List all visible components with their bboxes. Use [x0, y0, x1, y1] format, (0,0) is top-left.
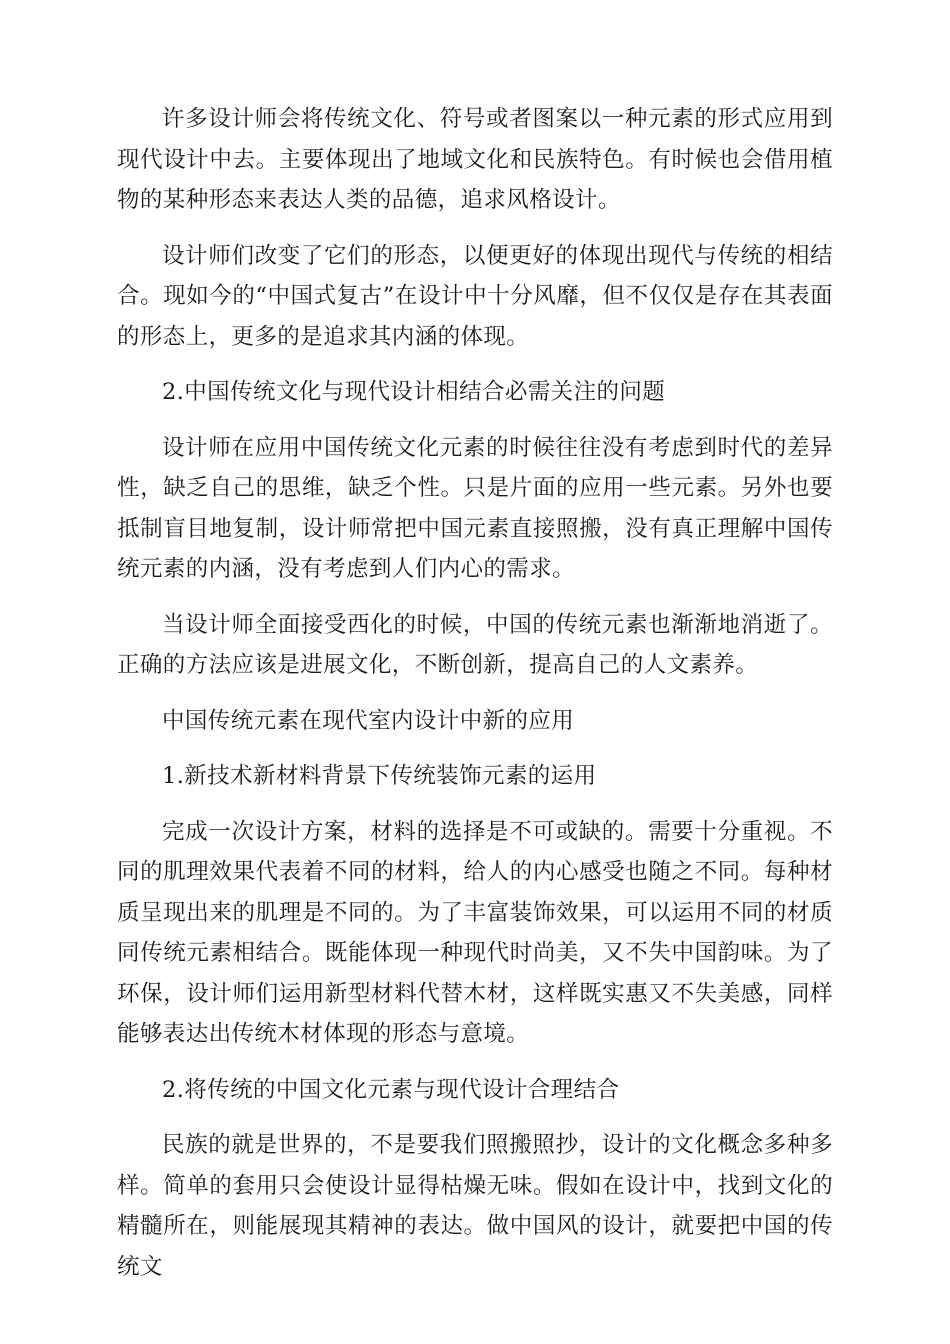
subsection-heading-new-materials: 1.新技术新材料背景下传统装饰元素的运用 [162, 763, 597, 789]
paragraph-westernization: 当设计师全面接受西化的时候，中国的传统元素也渐渐地消逝了。正确的方法应该是进展文化，不断创新，提高自己的人文素养。 [117, 611, 833, 678]
paragraph-designer-problems: 设计师在应用中国传统文化元素的时候往往没有考虑到时代的差异性，缺乏自己的思维，缺乏个性。只是片面的应用一些元素。另外也要抵制盲目地复制，设计师常把中国元素直接照搬，没有真正理解中国传统元素的内涵，没有考虑到人们内心的需求。 [117, 434, 833, 582]
document-body [117, 99, 833, 1287]
paragraph-material-selection: 完成一次设计方案，材料的选择是不可或缺的。需要十分重视。不同的肌理效果代表着不同的材料，给人的内心感受也随之不同。每种材质呈现出来的肌理是不同的。为了丰富装饰效果，可以运用不同的材质同传统元素相结合。既能体现一种现代时尚美，又不失中国韵味。为了环保，设计师们运用新型材料代替木材，这样既实惠又不失美感，同样能够表达出传统木材体现的形态与意境。 [117, 818, 833, 1047]
paragraph-form-change: 设计师们改变了它们的形态，以便更好的体现出现代与传统的相结合。现如今的“中国式复古”在设计中十分风靡，但不仅仅是存在其表面的形态上，更多的是追求其内涵的体现。 [117, 242, 833, 350]
section-heading-issues: 2.中国传统文化与现代设计相结合必需关注的问题 [162, 379, 666, 405]
paragraph-national-world: 民族的就是世界的，不是要我们照搬照抄，设计的文化概念多种多样。简单的套用只会使设计显得枯燥无味。假如在设计中，找到文化的精髓所在，则能展现其精神的表达。做中国风的设计，就要把中国的传统文 [117, 1132, 833, 1280]
paragraph-traditional-elements: 许多设计师会将传统文化、符号或者图案以一种元素的形式应用到现代设计中去。主要体现出了地域文化和民族特色。有时候也会借用植物的某种形态来表达人类的品德，追求风格设计。 [117, 106, 833, 213]
subsection-heading-combination: 2.将传统的中国文化元素与现代设计合理结合 [162, 1076, 620, 1103]
section-heading-new-applications: 中国传统元素在现代室内设计中新的应用 [162, 707, 575, 734]
